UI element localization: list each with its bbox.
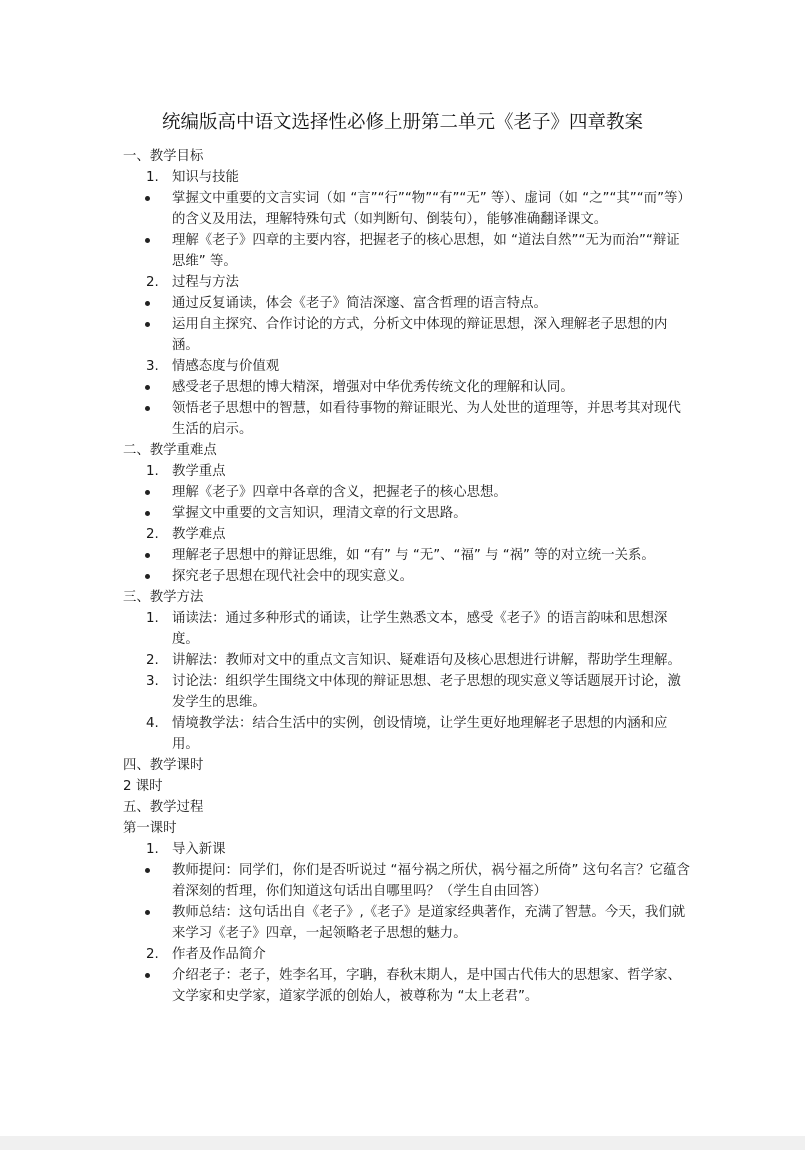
item-number: 2.: [146, 947, 159, 962]
item-text: 教学难点: [172, 527, 226, 542]
document-title: 统编版高中语文选择性必修上册第二单元《老子》四章教案: [161, 112, 643, 133]
bullet-dot-icon: [145, 490, 150, 495]
item-number: 1.: [146, 464, 159, 479]
item-number: 4.: [146, 716, 159, 731]
numbered-item: [146, 167, 692, 188]
item-number: 3.: [146, 359, 159, 374]
item-text: 情境教学法：结合生活中的实例，创设情境，让学生更好地理解老子思想的内涵和应用。: [172, 716, 668, 752]
numbered-item: [146, 944, 692, 965]
bullet-text: 教师提问：同学们，你们是否听说过 “福兮祸之所伏，祸兮福之所倚” 这句名言？它蕴含着深刻的哲理，你们知道这句话出自哪里吗？（学生自由回答）: [172, 863, 690, 899]
section-heading: 一、教学目标: [123, 149, 204, 164]
bullet-item: [172, 545, 690, 566]
bullet-dot-icon: [145, 973, 150, 978]
page-bottom-edge: [0, 1136, 805, 1150]
bullet-dot-icon: [145, 322, 150, 327]
bullet-dot-icon: [145, 406, 150, 411]
bullet-text: 感受老子思想的博大精深，增强对中华优秀传统文化的理解和认同。: [172, 380, 574, 395]
bullet-text: 掌握文中重要的文言实词（如 “言”“行”“物”“有”“无” 等）、虚词（如 “之”“其”“而”等）的含义及用法，理解特殊句式（如判断句、倒装句），能够准确翻译课文。: [172, 191, 685, 227]
document-body: [0, 146, 805, 1007]
bullet-item: [172, 398, 690, 440]
numbered-item: [146, 524, 692, 545]
bullet-text: 理解《老子》四章中各章的含义，把握老子的核心思想。: [172, 485, 507, 500]
item-text: 过程与方法: [172, 275, 239, 290]
numbered-item: [146, 671, 692, 713]
section-heading: 五、教学过程: [123, 800, 204, 815]
bullet-text: 运用自主探究、合作讨论的方式，分析文中体现的辩证思想，深入理解老子思想的内涵。: [172, 317, 668, 353]
section-heading: 四、教学课时: [123, 758, 204, 773]
bullet-item: [172, 860, 690, 902]
bullet-item: [172, 293, 690, 314]
bullet-dot-icon: [145, 196, 150, 201]
bullet-item: [172, 902, 690, 944]
paragraph: 第一课时: [123, 821, 177, 836]
item-text: 导入新课: [172, 842, 226, 857]
bullet-dot-icon: [145, 511, 150, 516]
item-number: 1.: [146, 170, 159, 185]
numbered-item: [146, 272, 692, 293]
item-number: 1.: [146, 611, 159, 626]
bullet-text: 探究老子思想在现代社会中的现实意义。: [172, 569, 414, 584]
bullet-item: [172, 482, 690, 503]
bullet-dot-icon: [145, 574, 150, 579]
numbered-item: [146, 608, 692, 650]
bullet-dot-icon: [145, 868, 150, 873]
bullet-text: 理解《老子》四章的主要内容，把握老子的核心思想，如 “道法自然”“无为而治”“辩证思维” 等。: [172, 233, 680, 269]
numbered-item: [146, 650, 692, 671]
item-text: 作者及作品简介: [172, 947, 266, 962]
bullet-text: 介绍老子：老子，姓李名耳，字聃，春秋末期人，是中国古代伟大的思想家、哲学家、文学家和史学家，道家学派的创始人，被尊称为 “太上老君”。: [172, 968, 681, 1004]
paragraph: 2 课时: [123, 779, 163, 794]
bullet-text: 领悟老子思想中的智慧，如看待事物的辩证眼光、为人处世的道理等，并思考其对现代生活的启示。: [172, 401, 681, 437]
item-text: 诵读法：通过多种形式的诵读，让学生熟悉文本，感受《老子》的语言韵味和思想深度。: [172, 611, 668, 647]
numbered-item: [146, 356, 692, 377]
bullet-item: [172, 188, 690, 230]
numbered-item: [146, 461, 692, 482]
item-text: 讲解法：教师对文中的重点文言知识、疑难语句及核心思想进行讲解，帮助学生理解。: [172, 653, 681, 668]
bullet-text: 掌握文中重要的文言知识，理清文章的行文思路。: [172, 506, 467, 521]
bullet-item: [172, 314, 690, 356]
bullet-dot-icon: [145, 301, 150, 306]
bullet-dot-icon: [145, 553, 150, 558]
bullet-text: 教师总结：这句话出自《老子》,《老子》是道家经典著作，充满了智慧。今天，我们就来学习《老子》四章，一起领略老子思想的魅力。: [172, 905, 686, 941]
numbered-item: [146, 713, 692, 755]
bullet-item: [172, 965, 690, 1007]
bullet-text: 理解老子思想中的辩证思维，如 “有” 与 “无”、“福” 与 “祸” 等的对立统一关系。: [172, 548, 655, 563]
item-number: 2.: [146, 653, 159, 668]
bullet-dot-icon: [145, 238, 150, 243]
bullet-dot-icon: [145, 385, 150, 390]
bullet-item: [172, 503, 690, 524]
numbered-item: [146, 839, 692, 860]
item-number: 3.: [146, 674, 159, 689]
bullet-text: 通过反复诵读，体会《老子》简洁深邃、富含哲理的语言特点。: [172, 296, 547, 311]
item-text: 知识与技能: [172, 170, 239, 185]
item-number: 2.: [146, 275, 159, 290]
item-text: 情感态度与价值观: [172, 359, 280, 374]
bullet-item: [172, 377, 690, 398]
item-number: 2.: [146, 527, 159, 542]
item-number: 1.: [146, 842, 159, 857]
bullet-item: [172, 566, 690, 587]
bullet-item: [172, 230, 690, 272]
bullet-dot-icon: [145, 910, 150, 915]
item-text: 讨论法：组织学生围绕文中体现的辩证思想、老子思想的现实意义等话题展开讨论，激发学生的思维。: [172, 674, 681, 710]
section-heading: 三、教学方法: [123, 590, 204, 605]
section-heading: 二、教学重难点: [123, 443, 217, 458]
item-text: 教学重点: [172, 464, 226, 479]
